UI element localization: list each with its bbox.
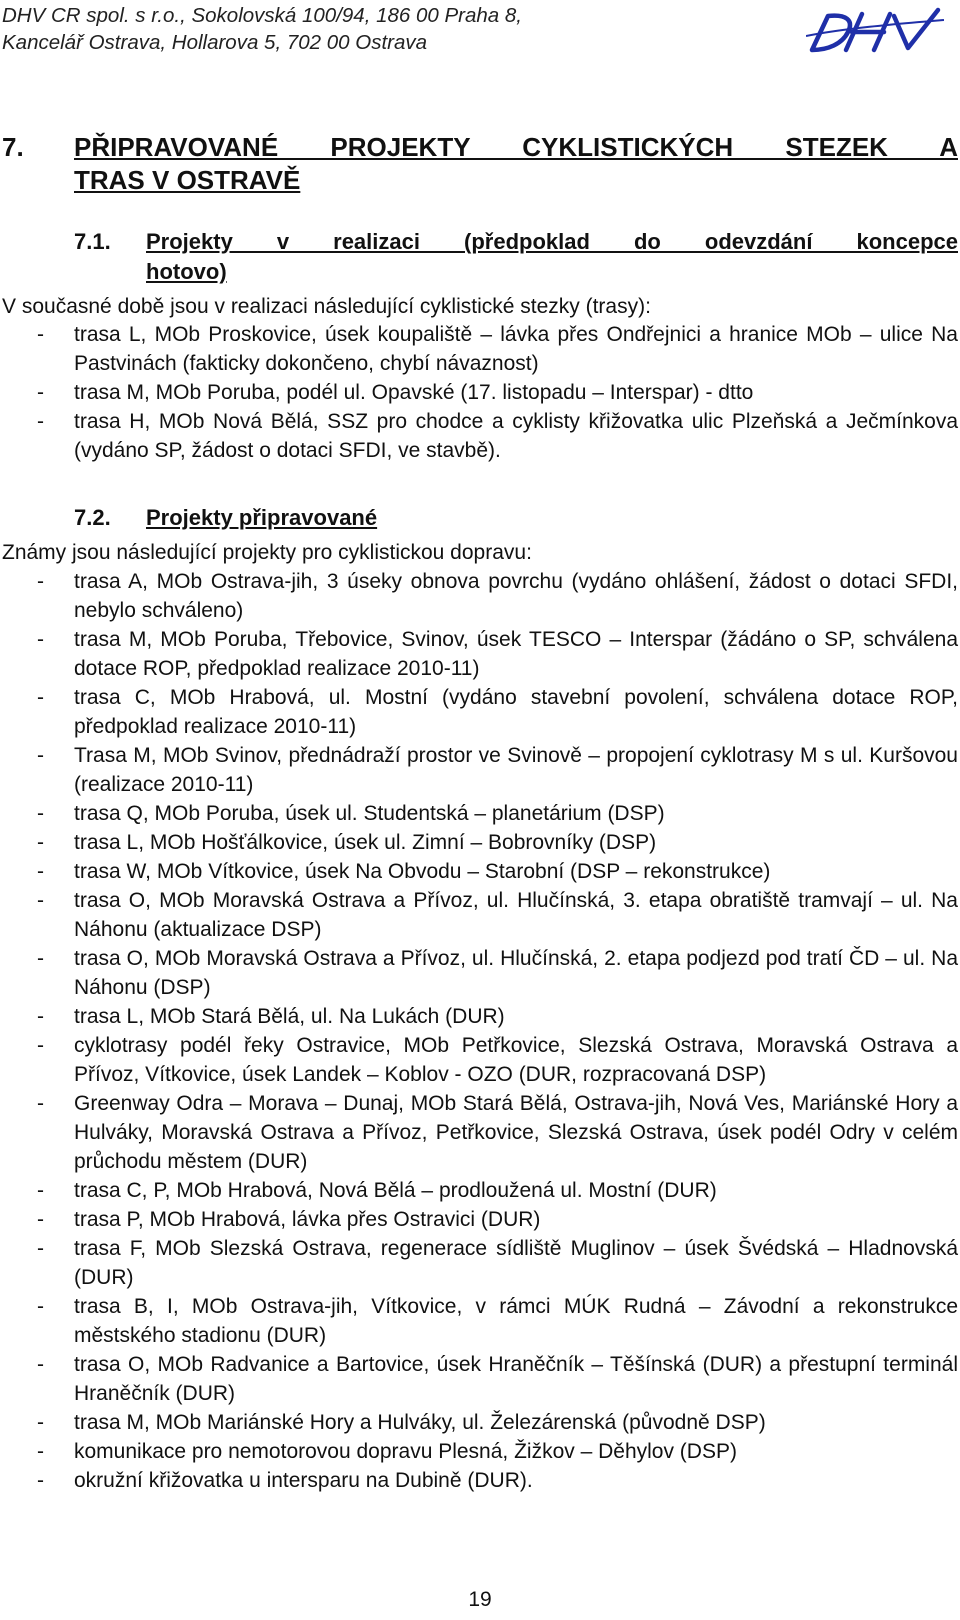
list-item [0, 683, 958, 741]
list-item [0, 625, 958, 683]
list-bullet: - [37, 947, 44, 970]
list-item [0, 828, 958, 857]
list-bullet: - [37, 802, 44, 825]
dhv-logo [806, 6, 944, 56]
section-1-title-line-1: Projekty v realizaci (předpoklad do odevzdání koncepce [146, 229, 958, 254]
list-item [0, 1408, 958, 1437]
section-2-list [0, 567, 958, 1495]
list-item-text: trasa B, I, MOb Ostrava-jih, Vítkovice, v rámci MÚK Rudná – Závodní a rekonstrukce městského stadionu (DUR) [74, 1295, 958, 1347]
list-item-text: Greenway Odra – Morava – Dunaj, MOb Stará Bělá, Ostrava-jih, Nová Ves, Mariánské Hory a Hulváky, Moravská Ostrava a Přívoz, Petřkovice, Slezská Ostrava, úsek podél Odry v celém průchodu městem (DUR) [74, 1092, 958, 1173]
list-item [0, 320, 958, 378]
list-bullet: - [37, 1034, 44, 1057]
address-line-2: Kancelář Ostrava, Hollarova 5, 702 00 Ostrava [2, 31, 428, 54]
list-item-text: cyklotrasy podél řeky Ostravice, MOb Petřkovice, Slezská Ostrava, Moravská Ostrava a Přívoz, Vítkovice, úsek Landek – Koblov - OZO (DUR, rozpracovaná DSP) [74, 1034, 958, 1086]
list-bullet: - [37, 831, 44, 854]
list-item [0, 1031, 958, 1089]
list-bullet: - [37, 889, 44, 912]
section-1-title-line-2: hotovo) [146, 259, 227, 284]
list-bullet: - [37, 1237, 44, 1260]
list-item [0, 567, 958, 625]
section-1-intro: V současné době jsou v realizaci následující cyklistické stezky (trasy): [2, 295, 651, 318]
list-item-text: trasa L, MOb Proskovice, úsek koupaliště – lávka přes Ondřejnici a hranice MOb – ulice Na Pastvinách (fakticky dokončeno, chybí návaznost) [74, 323, 958, 375]
list-bullet: - [37, 1208, 44, 1231]
list-item [0, 1466, 958, 1495]
list-item-text: trasa O, MOb Moravská Ostrava a Přívoz, ul. Hlučínská, 3. etapa obratiště tramvají – ul. Na Náhonu (aktualizace DSP) [74, 889, 958, 941]
list-item [0, 1176, 958, 1205]
list-item [0, 857, 958, 886]
list-bullet: - [37, 860, 44, 883]
list-bullet: - [37, 686, 44, 709]
logo-text: DHV [806, 6, 809, 7]
list-bullet: - [37, 381, 44, 404]
list-item-text: trasa L, MOb Hošťálkovice, úsek ul. Zimní – Bobrovníky (DSP) [74, 831, 657, 854]
list-item-text: okružní křižovatka u intersparu na Dubině (DUR). [74, 1469, 533, 1492]
address-line-1: DHV CR spol. s r.o., Sokolovská 100/94, 186 00 Praha 8, [2, 4, 522, 27]
list-bullet: - [37, 1092, 44, 1115]
list-bullet: - [37, 1469, 44, 1492]
section-2-title: Projekty připravované [146, 505, 378, 530]
list-item-text: komunikace pro nemotorovou dopravu Plesná, Žižkov – Děhylov (DSP) [74, 1440, 737, 1463]
chapter-number: 7. [2, 132, 24, 162]
list-bullet: - [37, 1353, 44, 1376]
list-item [0, 1350, 958, 1408]
list-item [0, 741, 958, 799]
list-item [0, 1437, 958, 1466]
list-item-text: Trasa M, MOb Svinov, přednádraží prostor ve Svinově – propojení cyklotrasy M s ul. Kuršovou (realizace 2010-11) [74, 744, 958, 796]
list-item [0, 1002, 958, 1031]
list-bullet: - [37, 1179, 44, 1202]
list-item [0, 378, 958, 407]
chapter-title-line-1: PŘIPRAVOVANÉ PROJEKTY CYKLISTICKÝCH STEZEK A [74, 132, 958, 162]
list-bullet: - [37, 323, 44, 346]
list-item-text: trasa M, MOb Poruba, Třebovice, Svinov, úsek TESCO – Interspar (žádáno o SP, schválena dotace ROP, předpoklad realizace 2010-11) [74, 628, 958, 680]
list-item-text: trasa O, MOb Radvanice a Bartovice, úsek Hraněčník – Těšínská (DUR) a přestupní terminál Hraněčník (DUR) [74, 1353, 958, 1405]
list-item-text: trasa O, MOb Moravská Ostrava a Přívoz, ul. Hlučínská, 2. etapa podjezd pod tratí ČD – ul. Na Náhonu (DSP) [74, 947, 958, 999]
list-item-text: trasa M, MOb Poruba, podél ul. Opavské (17. listopadu – Interspar) - dtto [74, 381, 754, 404]
list-bullet: - [37, 410, 44, 433]
list-item [0, 407, 958, 465]
list-item-text: trasa Q, MOb Poruba, úsek ul. Studentská – planetárium (DSP) [74, 802, 665, 825]
section-1-list [0, 320, 958, 465]
list-item-text: trasa F, MOb Slezská Ostrava, regenerace sídliště Muglinov – úsek Švédská – Hladnovská (DUR) [74, 1237, 958, 1289]
list-bullet: - [37, 744, 44, 767]
list-item-text: trasa P, MOb Hrabová, lávka přes Ostravici (DUR) [74, 1208, 541, 1231]
list-item [0, 1292, 958, 1350]
list-item [0, 1234, 958, 1292]
list-item [0, 886, 958, 944]
document-header [0, 2, 960, 62]
list-item-text: trasa C, P, MOb Hrabová, Nová Bělá – prodloužená ul. Mostní (DUR) [74, 1179, 717, 1202]
list-item [0, 1089, 958, 1176]
section-2-number: 7.2. [74, 505, 111, 530]
list-bullet: - [37, 1005, 44, 1028]
list-item [0, 1205, 958, 1234]
list-item-text: trasa L, MOb Stará Bělá, ul. Na Lukách (DUR) [74, 1005, 505, 1028]
section-1-number: 7.1. [74, 229, 111, 254]
company-address [2, 2, 522, 56]
list-item [0, 799, 958, 828]
list-bullet: - [37, 1295, 44, 1318]
section-1-heading [0, 226, 958, 288]
section-2-heading [0, 502, 958, 533]
list-bullet: - [37, 570, 44, 593]
list-item-text: trasa C, MOb Hrabová, ul. Mostní (vydáno stavební povolení, schválena dotace ROP, předpoklad realizace 2010-11) [74, 686, 958, 738]
page-number: 19 [468, 1588, 492, 1611]
list-item-text: trasa W, MOb Vítkovice, úsek Na Obvodu – Starobní (DSP – rekonstrukce) [74, 860, 771, 883]
list-item [0, 944, 958, 1002]
list-item-text: trasa H, MOb Nová Bělá, SSZ pro chodce a cyklisty křižovatka ulic Plzeňská a Ječmínkova (vydáno SP, žádost o dotaci SFDI, ve stavbě). [74, 410, 958, 462]
list-item-text: trasa M, MOb Mariánské Hory a Hulváky, ul. Železárenská (původně DSP) [74, 1411, 766, 1434]
list-bullet: - [37, 628, 44, 651]
chapter-title-line-2: TRAS V OSTRAVĚ [74, 165, 301, 195]
list-item-text: trasa A, MOb Ostrava-jih, 3 úseky obnova povrchu (vydáno ohlášení, žádost o dotaci SFDI, nebylo schváleno) [74, 570, 958, 622]
list-bullet: - [37, 1411, 44, 1434]
list-bullet: - [37, 1440, 44, 1463]
section-2-intro: Známy jsou následující projekty pro cyklistickou dopravu: [2, 541, 532, 564]
